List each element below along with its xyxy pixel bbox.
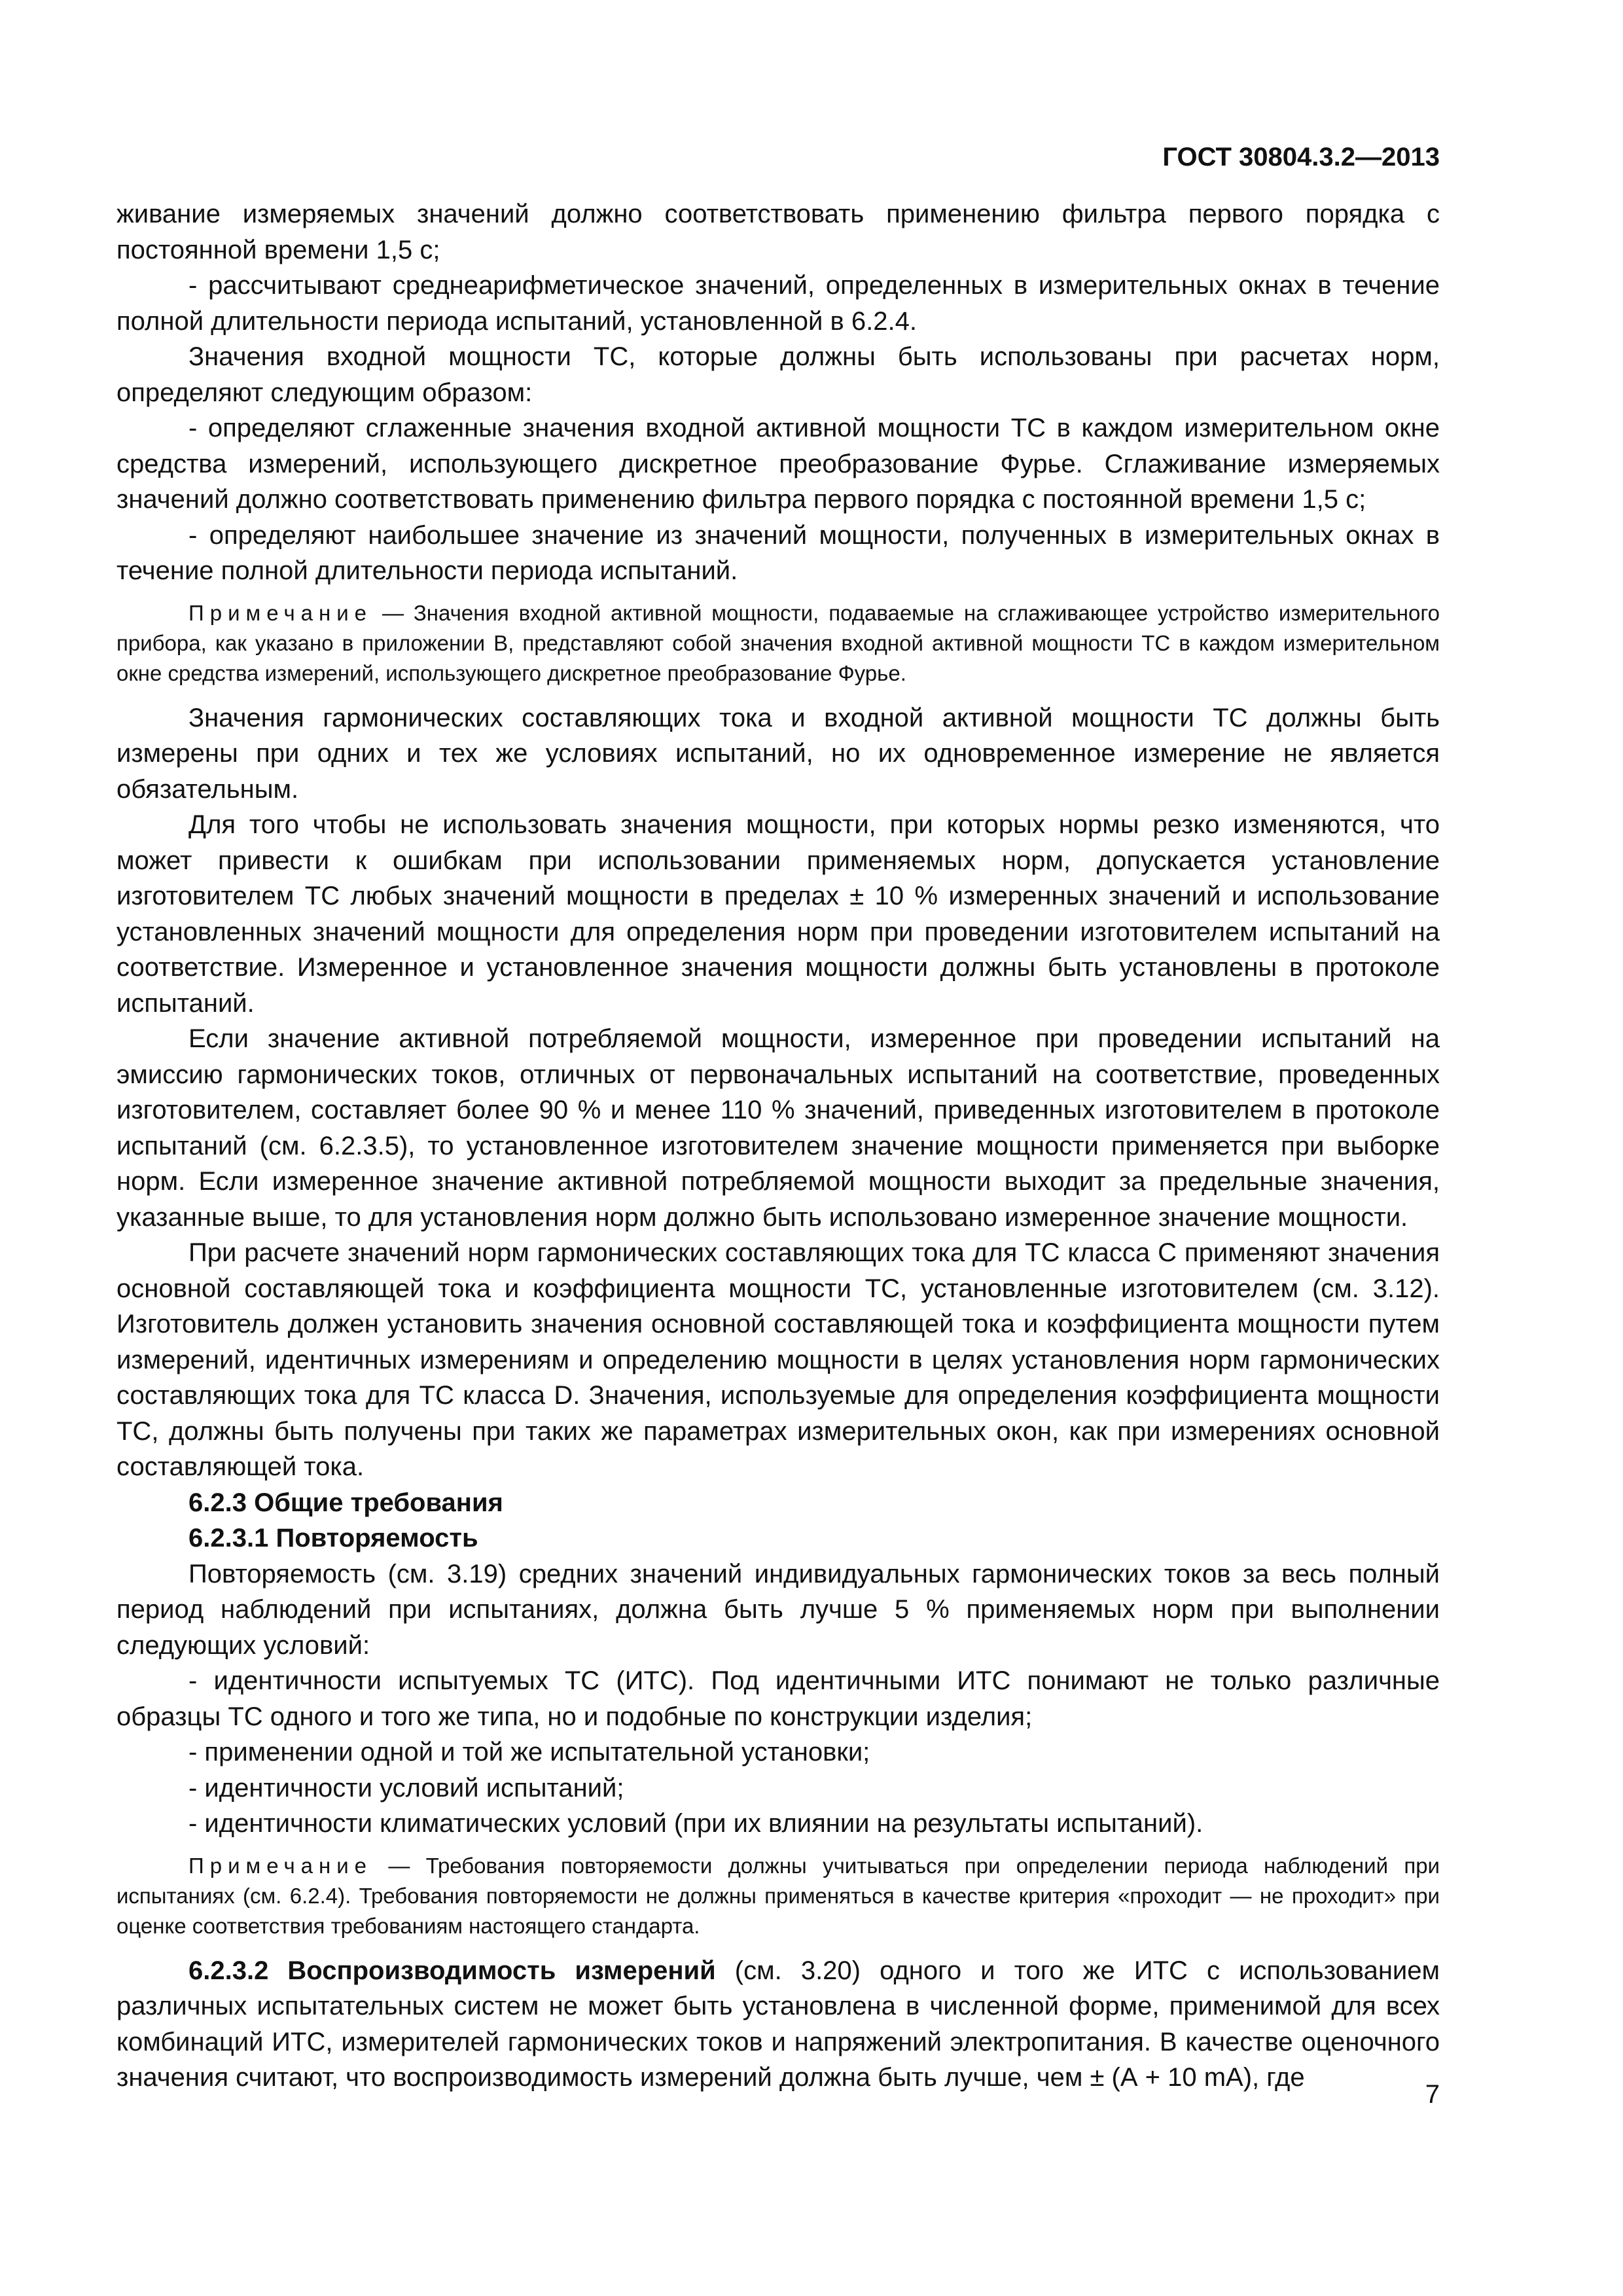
standard-code-header: ГОСТ 30804.3.2—2013 bbox=[1162, 143, 1440, 171]
paragraph: При расчете значений норм гармонических составляющих тока для ТС класса С применяют значения основной составляющей тока и коэффициента мощности ТС, установленные изготовителем (см. 3.12). Изготовитель должен установить значения основной составляющей тока и коэффициента мощности путем измерений, идентичных измерениям и определению мощности в целях установления норм гармонических составляющих тока для ТС класса D. Значения, используемые для определения коэффициента мощности ТС, должны быть получены при таких же параметрах измерительных окон, как при измерениях основной составляющей тока. bbox=[116, 1238, 1440, 1481]
note-label: Примечание bbox=[188, 1853, 373, 1878]
list-item: - рассчитывают среднеарифметическое значений, определенных в измерительных окнах в течение полной длительности периода испытаний, установленной в 6.2.4. bbox=[116, 271, 1440, 336]
paragraph: Значения гармонических составляющих тока и входной активной мощности ТС должны быть измерены при одних и тех же условиях испытаний, но их одновременное измерение не является обязательным. bbox=[116, 703, 1440, 804]
note-label: Примечание bbox=[188, 600, 373, 625]
note-2 bbox=[116, 1851, 1440, 1941]
note-text: — Значения входной активной мощности, подаваемые на сглаживающее устройство измерительного прибора, как указано в приложении В, представляют собой значения входной активной мощности ТС в каждом измерительном окне средства измерений, использующего дискретное преобразование Фурье. bbox=[116, 600, 1440, 685]
subsection-heading: 6.2.3.1 Повторяемость bbox=[188, 1524, 478, 1552]
list-item: - применении одной и той же испытательной установки; bbox=[188, 1738, 870, 1767]
list-item: - определяют наибольшее значение из значений мощности, полученных в измерительных окнах в течение полной длительности периода испытаний. bbox=[116, 520, 1440, 585]
page-number: 7 bbox=[1425, 2080, 1440, 2109]
paragraph-text: (см. 3.20) одного и того же ИТС с использованием различных испытательных систем не может быть установлена в численной форме, применимой для всех комбинаций ИТС, измерителей гармонических токов и напряжений электропитания. В качестве оценочного значения считают, что воспроизводимость измерений должна быть лучше, чем ± (А + 10 mA), где bbox=[116, 1956, 1440, 2092]
note-1 bbox=[116, 598, 1440, 689]
list-item: - идентичности испытуемых ТС (ИТС). Под идентичными ИТС понимают не только различные образцы ТС одного и того же типа, но и подобные по конструкции изделия; bbox=[116, 1666, 1440, 1731]
paragraph: Для того чтобы не использовать значения мощности, при которых нормы резко изменяются, что может привести к ошибкам при использовании применяемых норм, допускается установление изготовителем ТС любых значений мощности в пределах ± 10 % измеренных значений и использование установленных значений мощности для определения норм при проведении изготовителем испытаний на соответствие. Измеренное и установленное значения мощности должны быть установлены в протоколе испытаний. bbox=[116, 810, 1440, 1018]
subsection-heading-inline: 6.2.3.2 Воспроизводимость измерений bbox=[188, 1956, 716, 1985]
paragraph: Значения входной мощности ТС, которые должны быть использованы при расчетах норм, определяют следующим образом: bbox=[116, 342, 1440, 407]
note-text: — Требования повторяемости должны учитываться при определении периода наблюдений при испытаниях (см. 6.2.4). Требования повторяемости не должны применяться в качестве критерия «проходит — не проходит» при оценке соответствия требованиям настоящего стандарта. bbox=[116, 1853, 1440, 1938]
paragraph: живание измеряемых значений должно соответствовать применению фильтра первого порядка с постоянной времени 1,5 с; bbox=[116, 200, 1440, 264]
list-item: - идентичности условий испытаний; bbox=[188, 1773, 624, 1803]
paragraph: Если значение активной потребляемой мощности, измеренное при проведении испытаний на эмиссию гармонических токов, отличных от первоначальных испытаний на соответствие, проведенных изготовителем, составляет более 90 % и менее 110 % значений, приведенных изготовителем в протоколе испытаний (см. 6.2.3.5), то установленное изготовителем значение мощности применяется при выборке норм. Если измеренное значение активной потребляемой мощности выходит за предельные значения, указанные выше, то для установления норм должно быть использовано измеренное значение мощности. bbox=[116, 1024, 1440, 1232]
paragraph bbox=[116, 1953, 1440, 2096]
section-heading: 6.2.3 Общие требования bbox=[188, 1488, 503, 1517]
list-item: - определяют сглаженные значения входной активной мощности ТС в каждом измерительном окне средства измерений, использующего дискретное преобразование Фурье. Сглаживание измеряемых значений должно соответствовать применению фильтра первого порядка с постоянной времени 1,5 с; bbox=[116, 414, 1440, 514]
list-item: - идентичности климатических условий (при их влиянии на результаты испытаний). bbox=[188, 1809, 1204, 1838]
paragraph: Повторяемость (см. 3.19) средних значений индивидуальных гармонических токов за весь полный период наблюдений при испытаниях, должна быть лучше 5 % применяемых норм при выполнении следующих условий: bbox=[116, 1559, 1440, 1660]
page-body bbox=[116, 196, 1440, 2096]
